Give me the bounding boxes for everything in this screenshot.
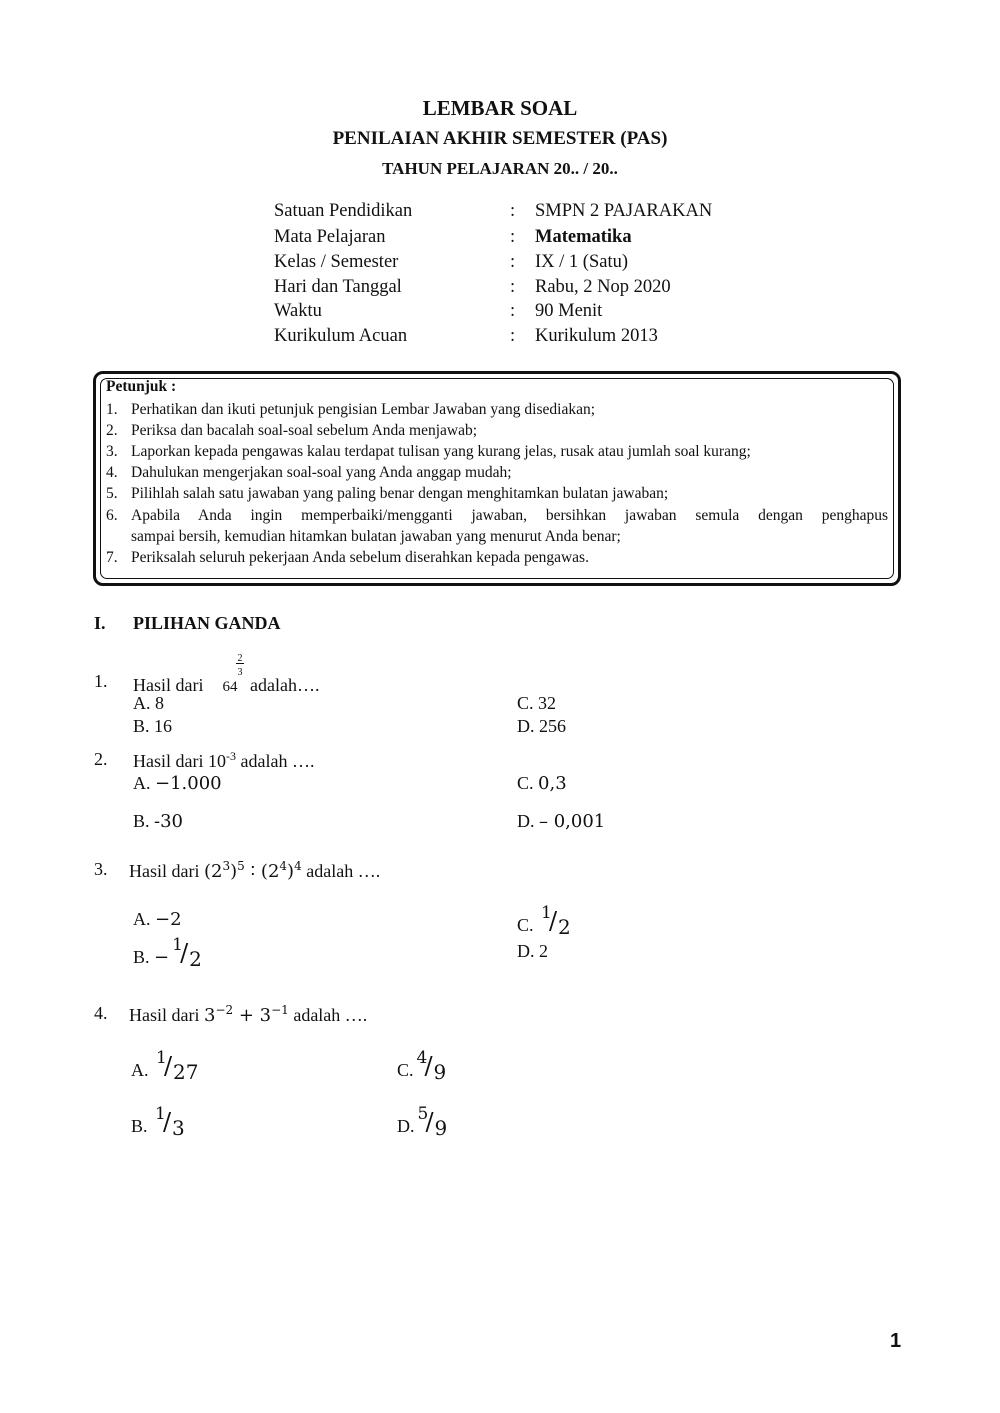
- info-label: Satuan Pendidikan: [274, 201, 413, 221]
- info-label: Mata Pelajaran: [274, 227, 386, 247]
- fraction-slash: /: [163, 1108, 172, 1136]
- fraction-numerator: 5: [417, 1104, 429, 1124]
- fraction-slash: /: [424, 1052, 433, 1080]
- option-label: A.: [133, 773, 151, 793]
- question-number: 4.: [94, 1003, 108, 1023]
- math-expression: [204, 861, 302, 882]
- info-value: SMPN 2 PAJARAKAN: [535, 201, 713, 221]
- instruction-number: 2.: [106, 422, 118, 439]
- exponent-numerator: 2: [237, 653, 243, 664]
- info-value: Matematika: [535, 227, 632, 247]
- option-label: B.: [133, 947, 150, 967]
- fraction: [538, 903, 578, 939]
- expr-part: ): [230, 861, 238, 882]
- info-value: 90 Menit: [535, 301, 603, 321]
- info-colon: :: [510, 201, 516, 221]
- instructions-title: Petunjuk :: [106, 378, 177, 395]
- question-suffix: adalah ….: [301, 861, 381, 881]
- fraction-denominator: 3: [172, 1116, 185, 1140]
- option-d[interactable]: D. 256: [517, 716, 566, 736]
- option-d[interactable]: [517, 811, 605, 832]
- fraction-numerator: 1: [541, 903, 552, 923]
- math-expression: [204, 1005, 289, 1026]
- instruction-number: 3.: [106, 443, 118, 460]
- info-colon: :: [510, 326, 516, 346]
- instruction-text: sampai bersih, kemudian hitamkan bulatan jawaban yang menurut Anda benar;: [131, 528, 621, 545]
- question-prefix: Hasil dari: [133, 675, 204, 695]
- question-prefix: Hasil dari: [129, 861, 200, 881]
- instruction-text: Periksalah seluruh pekerjaan Anda sebelum diserahkan kepada pengawas.: [131, 549, 589, 566]
- info-label: Hari dan Tanggal: [274, 277, 402, 297]
- option-c[interactable]: [397, 1048, 454, 1084]
- fraction-denominator: 2: [558, 915, 571, 939]
- option-b[interactable]: [133, 935, 209, 971]
- exponent: 5: [237, 859, 245, 873]
- fraction-numerator: 1: [156, 1048, 167, 1068]
- question-suffix: adalah….: [249, 675, 320, 695]
- fractional-exponent: [237, 653, 245, 691]
- exponent: 3: [222, 859, 231, 873]
- info-label: Kelas / Semester: [274, 252, 399, 272]
- division-operator: ∶: [244, 861, 261, 882]
- info-colon: :: [510, 301, 516, 321]
- question-prefix: Hasil dari 10: [133, 751, 226, 771]
- option-value: −1.000: [155, 773, 222, 794]
- fraction-bar: [236, 663, 244, 664]
- question-text: [129, 859, 380, 882]
- fraction-denominator: 9: [434, 1116, 448, 1140]
- option-a[interactable]: [133, 773, 222, 794]
- question-suffix: adalah ….: [235, 751, 315, 771]
- option-b[interactable]: [131, 1104, 192, 1140]
- fraction-denominator: 27: [173, 1060, 199, 1084]
- expr-part: ): [287, 861, 295, 882]
- info-value: IX / 1 (Satu): [535, 252, 628, 272]
- option-a[interactable]: [133, 909, 182, 930]
- option-b[interactable]: [133, 811, 183, 832]
- option-label: C.: [517, 773, 534, 793]
- instruction-text: Pilihlah salah satu jawaban yang paling benar dengan menghitamkan bulatan jawaban;: [131, 485, 669, 502]
- academic-year: TAHUN PELAJARAN 20.. / 20..: [382, 159, 618, 178]
- fraction-numerator: 4: [416, 1048, 428, 1068]
- instruction-text: Apabila Anda ingin memperbaiki/mengganti jawaban, bersihkan jawaban semula dengan penghapus: [131, 507, 888, 524]
- info-colon: :: [510, 252, 516, 272]
- question-number: 2.: [94, 749, 108, 769]
- exponent: 4: [294, 859, 302, 873]
- instruction-text: Perhatikan dan ikuti petunjuk pengisian Lembar Jawaban yang disediakan;: [131, 401, 596, 418]
- section-title: PILIHAN GANDA: [133, 613, 281, 633]
- fraction: [414, 1048, 454, 1084]
- info-value: Rabu, 2 Nop 2020: [535, 277, 671, 297]
- fraction-denominator: 9: [433, 1060, 447, 1084]
- option-label: A.: [133, 909, 151, 929]
- option-c[interactable]: [517, 903, 578, 939]
- info-label: Kurikulum Acuan: [274, 326, 408, 346]
- page-title: LEMBAR SOAL: [422, 96, 578, 120]
- option-value: −2: [155, 909, 182, 930]
- instruction-number: 4.: [106, 464, 118, 481]
- option-a[interactable]: [131, 1048, 203, 1084]
- exam-subtitle: PENILAIAN AKHIR SEMESTER (PAS): [332, 128, 668, 149]
- fraction-denominator: 2: [189, 947, 202, 971]
- instruction-text: Periksa dan bacalah soal-soal sebelum Anda menjawab;: [131, 422, 478, 439]
- info-value: Kurikulum 2013: [535, 326, 658, 346]
- fraction-slash: /: [164, 1052, 173, 1080]
- option-value: – 0,001: [539, 811, 606, 832]
- instruction-text: Dahulukan mengerjakan soal-soal yang Anda anggap mudah;: [131, 464, 512, 481]
- fraction: [152, 1104, 192, 1140]
- exponent-denominator: 3: [237, 667, 243, 678]
- question-number: 1.: [94, 671, 108, 691]
- option-c[interactable]: C. 32: [517, 693, 557, 713]
- option-label: B.: [133, 811, 150, 831]
- option-d[interactable]: [397, 1104, 455, 1140]
- option-label: A.: [131, 1060, 149, 1080]
- instruction-number: 7.: [106, 549, 118, 566]
- fraction-slash: /: [425, 1108, 434, 1136]
- power-base: 64: [222, 679, 238, 695]
- exponent: −1: [271, 1003, 289, 1017]
- instruction-text: Laporkan kepada pengawas kalau terdapat tulisan yang kurang jelas, rusak atau jumlah soal kurang;: [131, 443, 751, 460]
- question-prefix: Hasil dari: [129, 1005, 200, 1025]
- info-colon: :: [510, 277, 516, 297]
- page-number: 1: [890, 1330, 902, 1352]
- question-text: [129, 1003, 367, 1026]
- power-base: 3: [259, 1005, 272, 1026]
- fraction-slash: /: [549, 907, 558, 935]
- instruction-number: 6.: [106, 507, 118, 524]
- fraction-numerator: 1: [172, 935, 183, 955]
- fraction: [153, 1048, 203, 1084]
- option-value: 0,3: [538, 773, 567, 794]
- option-label: D.: [517, 811, 535, 831]
- option-d[interactable]: D. 2: [517, 941, 548, 961]
- option-b[interactable]: B. 16: [133, 716, 173, 736]
- fraction: [415, 1104, 455, 1140]
- option-label: B.: [131, 1116, 148, 1136]
- exponent: 4: [279, 859, 288, 873]
- fraction-slash: /: [180, 939, 189, 967]
- fraction-sign: −: [154, 947, 170, 968]
- section-number: I.: [94, 613, 106, 633]
- exponent: -3: [225, 749, 236, 763]
- power-base: 3: [203, 1005, 216, 1026]
- instruction-number: 5.: [106, 485, 118, 502]
- expr-part: (2: [260, 861, 280, 882]
- plus-operator: +: [233, 1005, 260, 1026]
- info-colon: :: [510, 227, 516, 247]
- fraction-numerator: 1: [155, 1104, 166, 1124]
- option-value: -30: [154, 811, 184, 832]
- info-label: Waktu: [274, 301, 322, 321]
- question-text: [133, 749, 314, 772]
- expr-part: (2: [203, 861, 223, 882]
- option-label: C.: [517, 915, 534, 935]
- instruction-number: 1.: [106, 401, 118, 418]
- option-c[interactable]: [517, 773, 567, 794]
- option-label: C.: [397, 1060, 414, 1080]
- question-number: 3.: [94, 859, 108, 879]
- option-a[interactable]: A. 8: [133, 693, 164, 713]
- fraction: [169, 935, 209, 971]
- question-suffix: adalah ….: [288, 1005, 368, 1025]
- option-label: D.: [397, 1116, 415, 1136]
- exponent: −2: [215, 1003, 234, 1017]
